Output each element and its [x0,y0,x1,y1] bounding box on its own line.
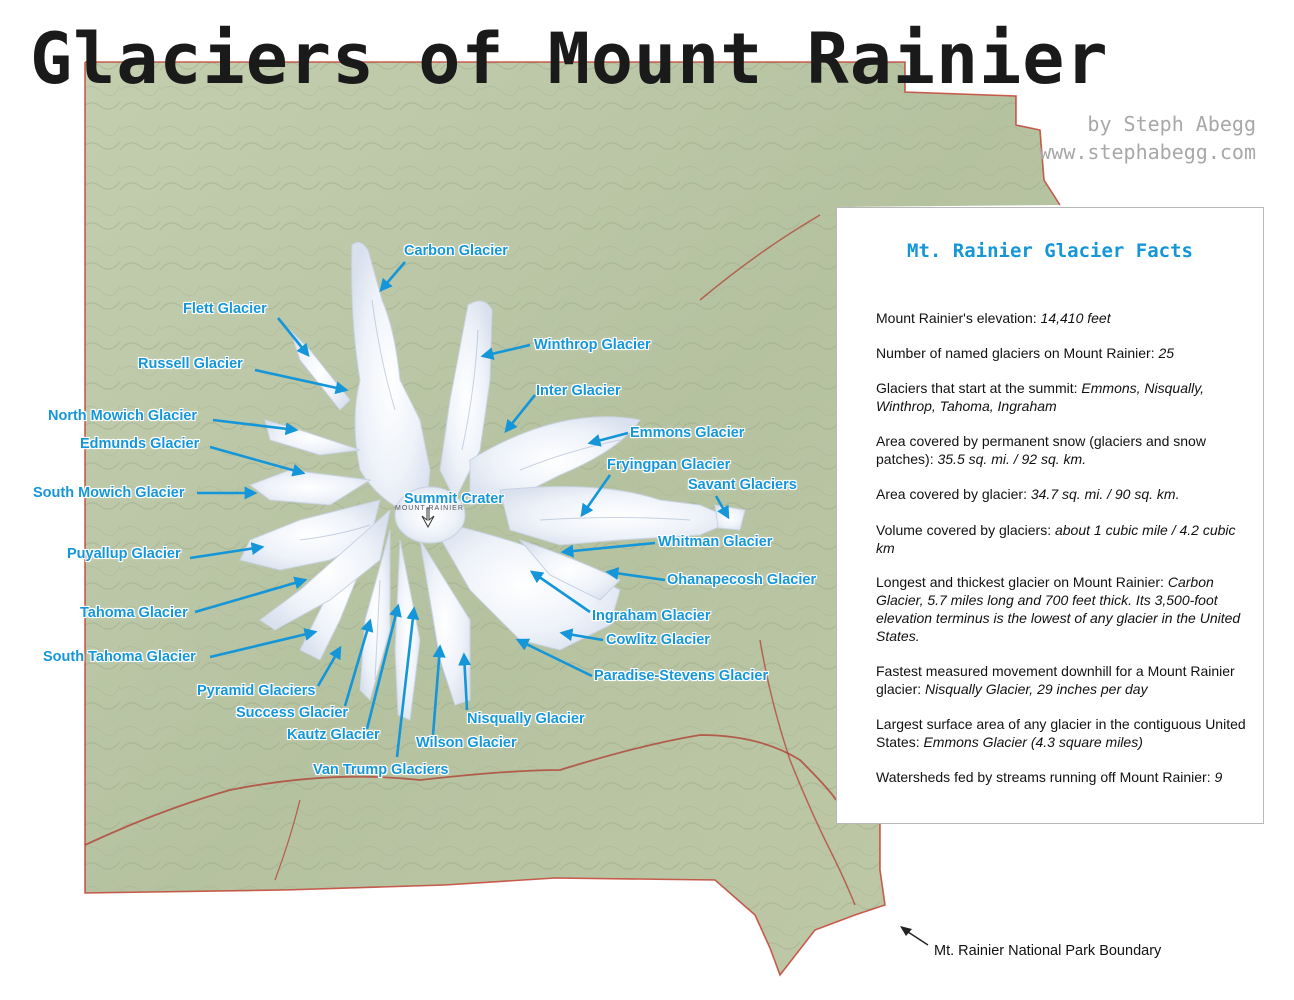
label-south-tahoma-glacier: South Tahoma Glacier [43,649,196,665]
fact-item: Watersheds fed by streams running off Mount Rainier: 9 [876,769,1223,785]
park-boundary-label: Mt. Rainier National Park Boundary [934,943,1162,959]
label-ingraham-glacier: Ingraham Glacier [592,608,711,624]
label-flett-glacier: Flett Glacier [183,301,267,317]
fact-item: Longest and thickest glacier on Mount Rainier: Carbon Glacier, 5.7 miles long and 700 feet thick. Its 3,500-foot elevation terminus is the lowest of any glacier in the United States. [876,574,1241,644]
fact-item: Volume covered by glaciers: about 1 cubic mile / 4.2 cubic km [876,522,1236,556]
label-pyramid-glaciers: Pyramid Glaciers [197,683,316,699]
label-winthrop-glacier: Winthrop Glacier [534,337,651,353]
label-emmons-glacier: Emmons Glacier [630,425,745,441]
author-credit: by Steph Abegg [1087,112,1256,136]
label-inter-glacier: Inter Glacier [536,383,621,399]
byline [1039,110,1256,166]
label-south-mowich-glacier: South Mowich Glacier [33,485,185,501]
website-credit: www.stephabegg.com [1039,140,1256,164]
label-edmunds-glacier: Edmunds Glacier [80,436,200,452]
label-nisqually-glacier: Nisqually Glacier [467,711,585,727]
label-success-glacier: Success Glacier [236,705,349,721]
label-whitman-glacier: Whitman Glacier [658,534,773,550]
label-paradise-stevens-glacier: Paradise-Stevens Glacier [594,668,769,684]
label-ohanapecosh-glacier: Ohanapecosh Glacier [667,572,817,588]
label-cowlitz-glacier: Cowlitz Glacier [606,632,710,648]
label-carbon-glacier: Carbon Glacier [404,243,508,259]
fact-item: Largest surface area of any glacier in the contiguous United States: Emmons Glacier (4.3 square miles) [876,716,1246,750]
label-fryingpan-glacier: Fryingpan Glacier [607,457,731,473]
label-puyallup-glacier: Puyallup Glacier [67,546,181,562]
fact-item: Area covered by permanent snow (glaciers and snow patches): 35.5 sq. mi. / 92 sq. km. [876,433,1206,467]
label-tahoma-glacier: Tahoma Glacier [80,605,188,621]
label-wilson-glacier: Wilson Glacier [416,735,517,751]
boundary-pointer-arrow [900,926,928,945]
label-kautz-glacier: Kautz Glacier [287,727,380,743]
page-title: Glaciers of Mount Rainier [30,18,1109,100]
label-russell-glacier: Russell Glacier [138,356,243,372]
fact-item: Mount Rainier's elevation: 14,410 feet [876,310,1111,326]
label-savant-glaciers: Savant Glaciers [688,477,797,493]
label-van-trump-glaciers: Van Trump Glaciers [313,762,449,778]
glacier-facts-panel [836,207,1264,824]
mountain-map-label: MOUNT RAINIER [395,505,464,512]
label-summit-crater: Summit Crater [404,491,504,507]
facts-heading: Mt. Rainier Glacier Facts [907,240,1193,262]
fact-item: Glaciers that start at the summit: Emmons, Nisqually, Winthrop, Tahoma, Ingraham [876,380,1205,414]
fact-item: Area covered by glacier: 34.7 sq. mi. / 90 sq. km. [876,486,1180,502]
fact-item: Fastest measured movement downhill for a Mount Rainier glacier: Nisqually Glacier, 29 inches per day [876,663,1235,697]
label-north-mowich-glacier: North Mowich Glacier [48,408,198,424]
fact-item: Number of named glaciers on Mount Rainier: 25 [876,345,1175,361]
